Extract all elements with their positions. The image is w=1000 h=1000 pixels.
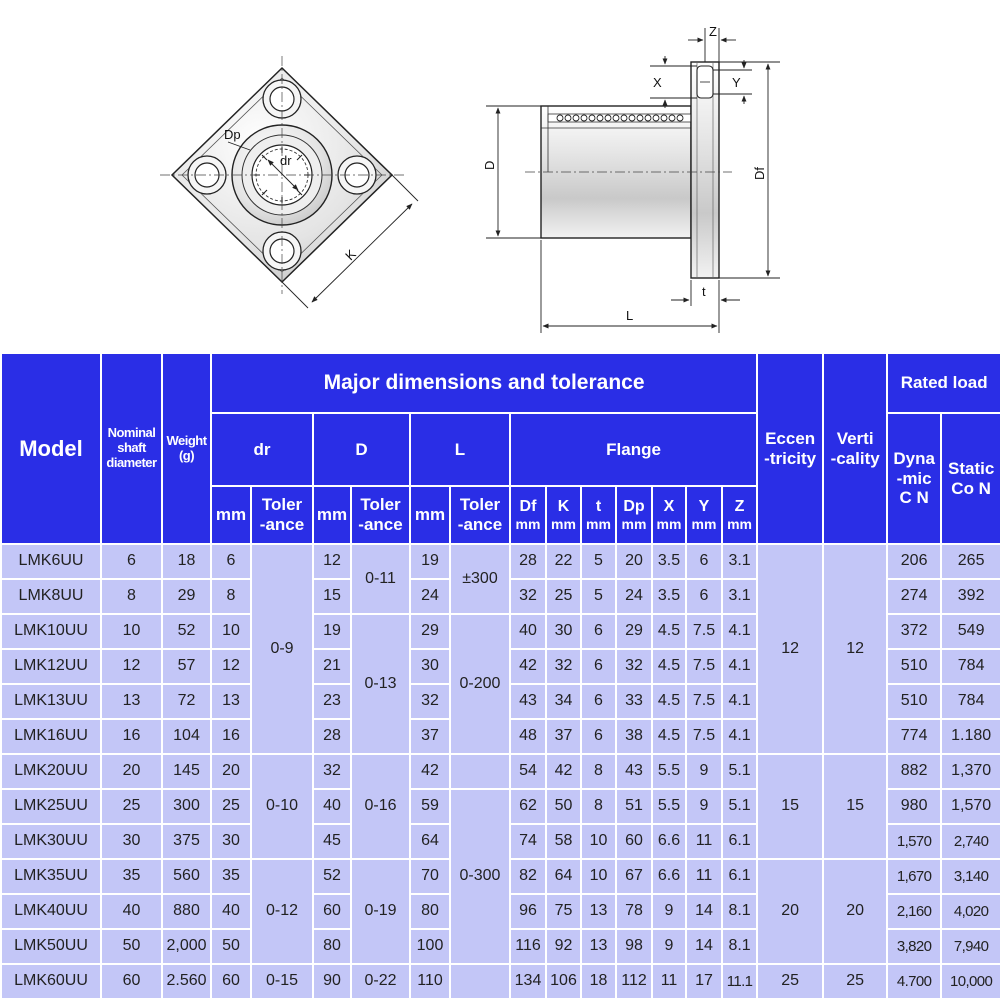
cell-d: 80	[313, 929, 351, 964]
cell-model: LMK16UU	[1, 719, 101, 754]
cell-weight: 375	[162, 824, 211, 859]
cell-l: 24	[410, 579, 450, 614]
cell-static: 7,940	[941, 929, 1000, 964]
cell-shaft: 25	[101, 789, 162, 824]
cell-k: 58	[546, 824, 581, 859]
cell-t: 13	[581, 929, 616, 964]
cell-model: LMK35UU	[1, 859, 101, 894]
z-label: Z	[709, 24, 717, 39]
cell-dr: 13	[211, 684, 251, 719]
front-view	[160, 56, 418, 308]
cell-shaft: 50	[101, 929, 162, 964]
cell-dp: 24	[616, 579, 652, 614]
cell-y: 17	[686, 964, 722, 999]
cell-df: 134	[510, 964, 546, 999]
cell-dr: 35	[211, 859, 251, 894]
cell-weight: 104	[162, 719, 211, 754]
cell-dp: 78	[616, 894, 652, 929]
cell-z: 5.1	[722, 754, 757, 789]
header-d-tolerance: Toler -ance	[351, 486, 410, 544]
cell-dp: 43	[616, 754, 652, 789]
header-static: Static Co N	[941, 413, 1000, 544]
cell-model: LMK12UU	[1, 649, 101, 684]
cell-x: 11	[652, 964, 686, 999]
cell-x: 6.6	[652, 824, 686, 859]
cell-dp: 60	[616, 824, 652, 859]
cell-dr-tolerance: 0-10	[251, 754, 313, 859]
cell-k: 37	[546, 719, 581, 754]
cell-k: 22	[546, 544, 581, 579]
cell-dynamic: 882	[887, 754, 941, 789]
t-label: t	[702, 284, 706, 299]
cell-k: 34	[546, 684, 581, 719]
cell-z: 4.1	[722, 649, 757, 684]
cell-d: 45	[313, 824, 351, 859]
cell-d-tolerance: 0-13	[351, 614, 410, 754]
header-d-mm: mm	[313, 486, 351, 544]
cell-d: 40	[313, 789, 351, 824]
cell-d: 52	[313, 859, 351, 894]
cell-dp: 38	[616, 719, 652, 754]
cell-model: LMK25UU	[1, 789, 101, 824]
cell-shaft: 35	[101, 859, 162, 894]
cell-static: 10,000	[941, 964, 1000, 999]
cell-x: 6.6	[652, 859, 686, 894]
cell-k: 92	[546, 929, 581, 964]
cell-static: 1,570	[941, 789, 1000, 824]
cell-shaft: 40	[101, 894, 162, 929]
cell-model: LMK30UU	[1, 824, 101, 859]
cell-y: 9	[686, 754, 722, 789]
cell-dynamic: 2,160	[887, 894, 941, 929]
header-flange-y: Y mm	[686, 486, 722, 544]
header-rated-load: Rated load	[887, 353, 1000, 413]
cell-shaft: 60	[101, 964, 162, 999]
cell-dynamic: 510	[887, 649, 941, 684]
cell-weight: 145	[162, 754, 211, 789]
cell-dp: 67	[616, 859, 652, 894]
cell-z: 6.1	[722, 859, 757, 894]
cell-dr-tolerance: 0-12	[251, 859, 313, 964]
cell-d: 23	[313, 684, 351, 719]
cell-l: 30	[410, 649, 450, 684]
cell-k: 50	[546, 789, 581, 824]
dr-label: dr	[280, 153, 292, 168]
cell-static: 2,740	[941, 824, 1000, 859]
cell-x: 4.5	[652, 684, 686, 719]
cell-dr-tolerance: 0-9	[251, 544, 313, 754]
cell-dp: 98	[616, 929, 652, 964]
cell-eccentricity: 20	[757, 859, 823, 964]
cell-t: 6	[581, 649, 616, 684]
cell-dp: 33	[616, 684, 652, 719]
cell-dr: 20	[211, 754, 251, 789]
x-label: X	[653, 75, 662, 90]
cell-x: 9	[652, 929, 686, 964]
cell-dr: 50	[211, 929, 251, 964]
cell-dynamic: 980	[887, 789, 941, 824]
cell-dp: 29	[616, 614, 652, 649]
cell-l: 100	[410, 929, 450, 964]
cell-weight: 2,000	[162, 929, 211, 964]
df-label: Df	[752, 167, 767, 180]
cell-l-tolerance: ±300	[450, 544, 510, 614]
cell-dynamic: 372	[887, 614, 941, 649]
cell-x: 4.5	[652, 614, 686, 649]
cell-l: 80	[410, 894, 450, 929]
cell-model: LMK8UU	[1, 579, 101, 614]
y-label: Y	[732, 75, 741, 90]
cell-verticality: 20	[823, 859, 887, 964]
cell-k: 64	[546, 859, 581, 894]
cell-dr-tolerance: 0-15	[251, 964, 313, 999]
header-dynamic: Dyna -mic C N	[887, 413, 941, 544]
header-flange-x: X mm	[652, 486, 686, 544]
cell-y: 14	[686, 929, 722, 964]
cell-t: 8	[581, 789, 616, 824]
cell-static: 784	[941, 649, 1000, 684]
cell-df: 40	[510, 614, 546, 649]
cell-d-tolerance: 0-16	[351, 754, 410, 859]
d-label: D	[482, 160, 497, 170]
cell-y: 6	[686, 544, 722, 579]
cell-shaft: 13	[101, 684, 162, 719]
cell-weight: 2.560	[162, 964, 211, 999]
cell-model: LMK20UU	[1, 754, 101, 789]
cell-model: LMK6UU	[1, 544, 101, 579]
cell-dp: 32	[616, 649, 652, 684]
cell-weight: 560	[162, 859, 211, 894]
cell-x: 5.5	[652, 789, 686, 824]
cell-df: 48	[510, 719, 546, 754]
cell-t: 5	[581, 579, 616, 614]
cell-static: 1.180	[941, 719, 1000, 754]
cell-l: 42	[410, 754, 450, 789]
cell-dynamic: 3,820	[887, 929, 941, 964]
cell-x: 3.5	[652, 544, 686, 579]
cell-shaft: 12	[101, 649, 162, 684]
header-l: L	[410, 413, 510, 486]
cell-weight: 57	[162, 649, 211, 684]
cell-l-tolerance: 0-300	[450, 789, 510, 964]
cell-static: 784	[941, 684, 1000, 719]
cell-d-tolerance: 0-19	[351, 859, 410, 964]
cell-weight: 18	[162, 544, 211, 579]
cell-d: 60	[313, 894, 351, 929]
header-model: Model	[1, 353, 101, 544]
cell-verticality: 12	[823, 544, 887, 754]
cell-l: 37	[410, 719, 450, 754]
cell-l: 32	[410, 684, 450, 719]
cell-y: 7.5	[686, 649, 722, 684]
cell-z: 11.1	[722, 964, 757, 999]
cell-dr: 60	[211, 964, 251, 999]
cell-model: LMK10UU	[1, 614, 101, 649]
cell-k: 106	[546, 964, 581, 999]
cell-dr: 12	[211, 649, 251, 684]
cell-t: 8	[581, 754, 616, 789]
cell-l: 29	[410, 614, 450, 649]
cell-model: LMK40UU	[1, 894, 101, 929]
cell-dp: 112	[616, 964, 652, 999]
cell-static: 549	[941, 614, 1000, 649]
cell-l: 59	[410, 789, 450, 824]
cell-shaft: 16	[101, 719, 162, 754]
cell-model: LMK50UU	[1, 929, 101, 964]
cell-k: 32	[546, 649, 581, 684]
header-verticality: Verti -cality	[823, 353, 887, 544]
cell-verticality: 15	[823, 754, 887, 859]
header-dr-mm: mm	[211, 486, 251, 544]
cell-weight: 72	[162, 684, 211, 719]
cell-weight: 300	[162, 789, 211, 824]
cell-eccentricity: 15	[757, 754, 823, 859]
table-row	[1, 964, 1000, 999]
cell-dynamic: 1,570	[887, 824, 941, 859]
cell-t: 10	[581, 859, 616, 894]
cell-static: 392	[941, 579, 1000, 614]
cell-dr: 10	[211, 614, 251, 649]
cell-l-tolerance: 0-200	[450, 614, 510, 754]
cell-shaft: 6	[101, 544, 162, 579]
cell-z: 6.1	[722, 824, 757, 859]
header-flange-k: K mm	[546, 486, 581, 544]
cell-k: 30	[546, 614, 581, 649]
header-d: D	[313, 413, 410, 486]
cell-t: 6	[581, 614, 616, 649]
dp-label: Dp	[224, 127, 241, 142]
header-major-dimensions: Major dimensions and tolerance	[211, 353, 757, 413]
cell-d: 12	[313, 544, 351, 579]
cell-dynamic: 1,670	[887, 859, 941, 894]
header-l-mm: mm	[410, 486, 450, 544]
cell-eccentricity: 25	[757, 964, 823, 999]
cell-dr: 6	[211, 544, 251, 579]
cell-weight: 52	[162, 614, 211, 649]
table-row	[1, 544, 1000, 579]
cell-df: 43	[510, 684, 546, 719]
cell-t: 18	[581, 964, 616, 999]
cell-dp: 51	[616, 789, 652, 824]
cell-z: 3.1	[722, 579, 757, 614]
header-eccentricity: Eccen -tricity	[757, 353, 823, 544]
cell-l-tolerance-blank	[450, 964, 510, 999]
cell-z: 3.1	[722, 544, 757, 579]
cell-df: 54	[510, 754, 546, 789]
header-flange-dp: Dp mm	[616, 486, 652, 544]
cell-d: 32	[313, 754, 351, 789]
table-row	[1, 754, 1000, 789]
cell-t: 6	[581, 719, 616, 754]
cell-static: 4,020	[941, 894, 1000, 929]
cell-x: 3.5	[652, 579, 686, 614]
technical-drawings	[0, 0, 1000, 352]
cell-t: 5	[581, 544, 616, 579]
cell-dynamic: 4.700	[887, 964, 941, 999]
k-label: K	[342, 246, 359, 264]
cell-l: 19	[410, 544, 450, 579]
cell-x: 9	[652, 894, 686, 929]
header-dr-tolerance: Toler -ance	[251, 486, 313, 544]
header-flange-df: Df mm	[510, 486, 546, 544]
cell-y: 7.5	[686, 614, 722, 649]
cell-dp: 20	[616, 544, 652, 579]
cell-y: 7.5	[686, 719, 722, 754]
cell-y: 6	[686, 579, 722, 614]
cell-x: 5.5	[652, 754, 686, 789]
cell-df: 62	[510, 789, 546, 824]
cell-dynamic: 206	[887, 544, 941, 579]
header-flange-z: Z mm	[722, 486, 757, 544]
cell-df: 42	[510, 649, 546, 684]
cell-k: 25	[546, 579, 581, 614]
cell-y: 7.5	[686, 684, 722, 719]
cell-static: 1,370	[941, 754, 1000, 789]
cell-shaft: 10	[101, 614, 162, 649]
cell-df: 32	[510, 579, 546, 614]
cell-dr: 8	[211, 579, 251, 614]
cell-l: 70	[410, 859, 450, 894]
cell-k: 75	[546, 894, 581, 929]
cell-df: 28	[510, 544, 546, 579]
cell-x: 4.5	[652, 649, 686, 684]
cell-t: 10	[581, 824, 616, 859]
header-l-tolerance: Toler -ance	[450, 486, 510, 544]
cell-dr: 40	[211, 894, 251, 929]
cell-d: 15	[313, 579, 351, 614]
cell-t: 13	[581, 894, 616, 929]
cell-z: 4.1	[722, 719, 757, 754]
cell-static: 265	[941, 544, 1000, 579]
cell-df: 116	[510, 929, 546, 964]
cell-weight: 29	[162, 579, 211, 614]
cell-z: 8.1	[722, 929, 757, 964]
cell-df: 74	[510, 824, 546, 859]
cell-l: 110	[410, 964, 450, 999]
cell-d: 90	[313, 964, 351, 999]
cell-l-tolerance-blank	[450, 754, 510, 789]
cell-dynamic: 774	[887, 719, 941, 754]
cell-k: 42	[546, 754, 581, 789]
cell-d: 21	[313, 649, 351, 684]
cell-z: 4.1	[722, 684, 757, 719]
header-flange-t: t mm	[581, 486, 616, 544]
cell-dr: 16	[211, 719, 251, 754]
cell-shaft: 30	[101, 824, 162, 859]
cell-z: 5.1	[722, 789, 757, 824]
header-shaft: Nominal shaft diameter	[101, 353, 162, 544]
header-dr: dr	[211, 413, 313, 486]
cell-l: 64	[410, 824, 450, 859]
cell-dynamic: 510	[887, 684, 941, 719]
side-view	[482, 24, 780, 333]
cell-dr: 30	[211, 824, 251, 859]
cell-static: 3,140	[941, 859, 1000, 894]
cell-dr: 25	[211, 789, 251, 824]
cell-d-tolerance: 0-11	[351, 544, 410, 614]
cell-verticality: 25	[823, 964, 887, 999]
cell-y: 11	[686, 859, 722, 894]
cell-df: 82	[510, 859, 546, 894]
cell-model: LMK13UU	[1, 684, 101, 719]
cell-t: 6	[581, 684, 616, 719]
cell-z: 4.1	[722, 614, 757, 649]
l-label: L	[626, 308, 634, 323]
cell-y: 11	[686, 824, 722, 859]
cell-weight: 880	[162, 894, 211, 929]
spec-table	[0, 352, 1000, 1000]
header-flange: Flange	[510, 413, 757, 486]
cell-y: 9	[686, 789, 722, 824]
cell-d: 19	[313, 614, 351, 649]
cell-shaft: 20	[101, 754, 162, 789]
cell-df: 96	[510, 894, 546, 929]
cell-x: 4.5	[652, 719, 686, 754]
cell-eccentricity: 12	[757, 544, 823, 754]
cell-dynamic: 274	[887, 579, 941, 614]
cell-y: 14	[686, 894, 722, 929]
cell-shaft: 8	[101, 579, 162, 614]
cell-model: LMK60UU	[1, 964, 101, 999]
cell-z: 8.1	[722, 894, 757, 929]
cell-d: 28	[313, 719, 351, 754]
cell-d-tolerance: 0-22	[351, 964, 410, 999]
header-weight: Weight (g)	[162, 353, 211, 544]
